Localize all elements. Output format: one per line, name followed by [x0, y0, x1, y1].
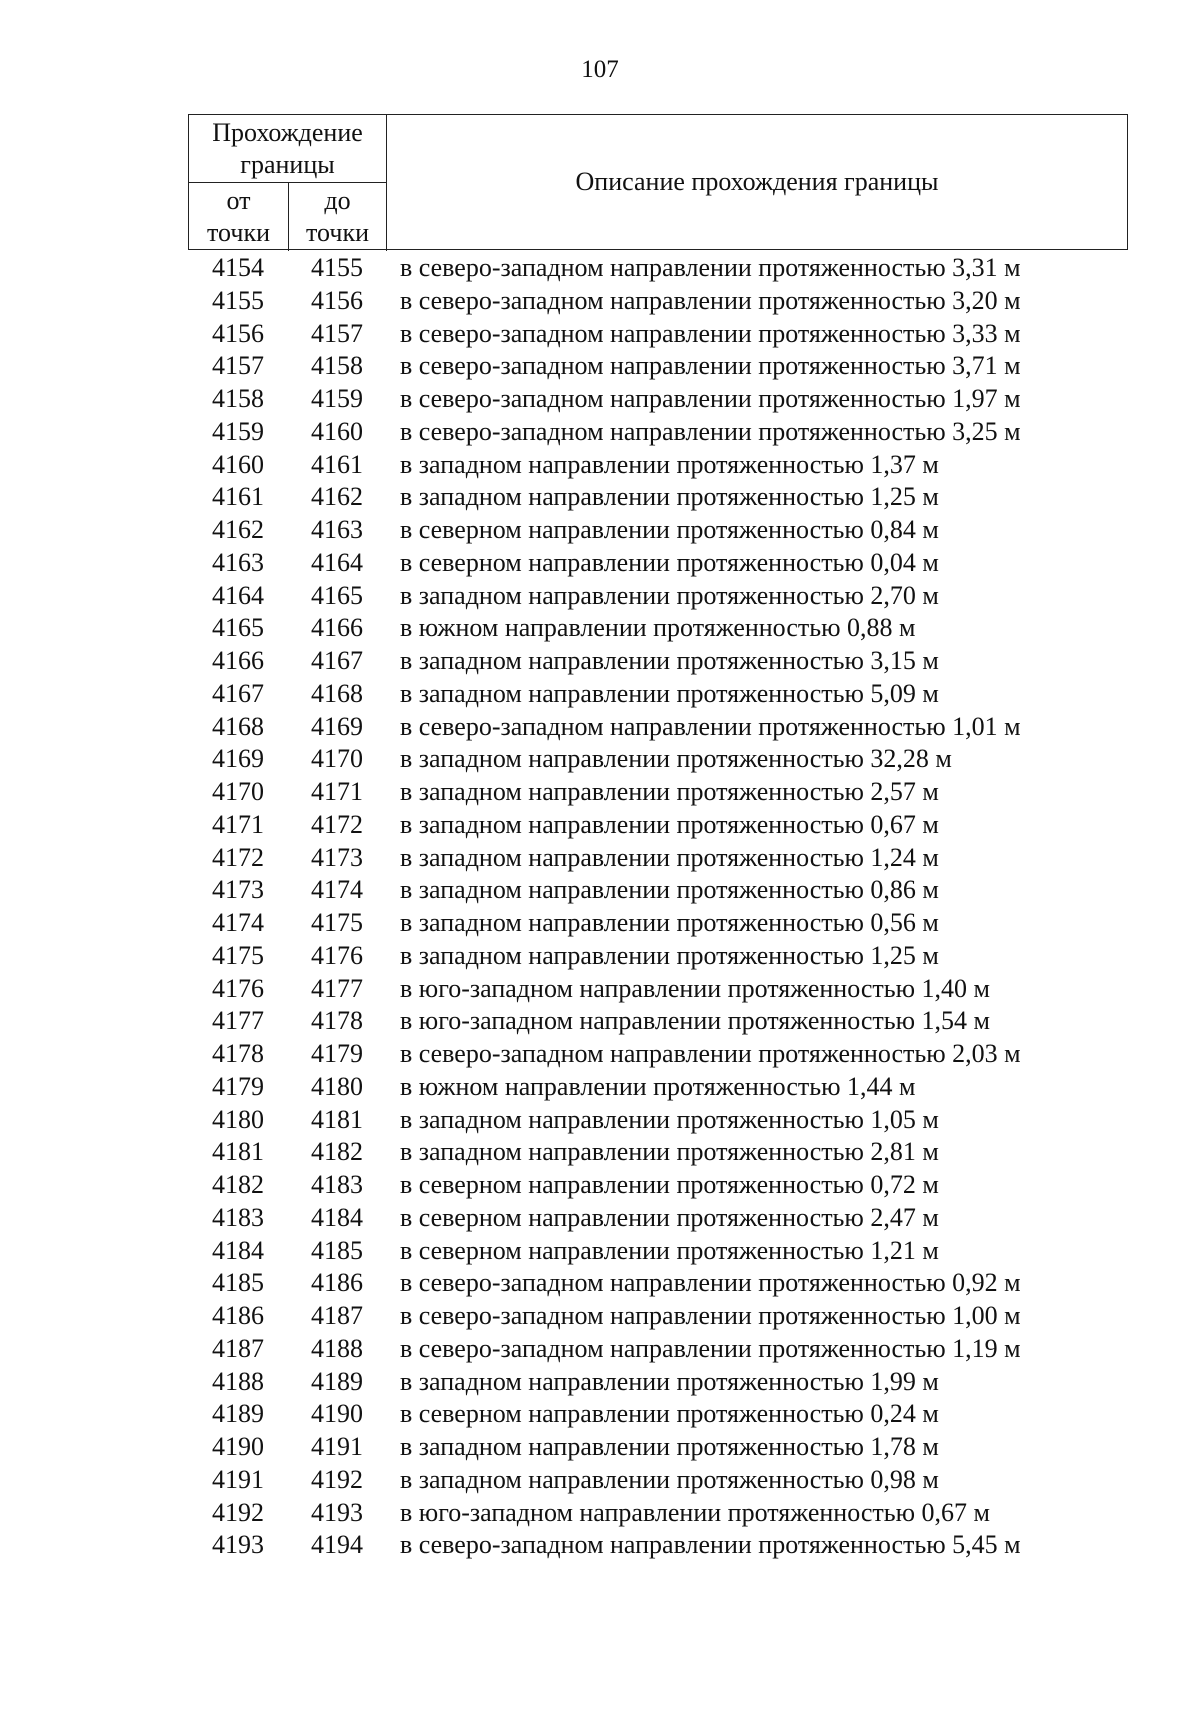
from-point-cell: 4182: [212, 1170, 264, 1199]
from-point-cell: 4176: [212, 973, 264, 1003]
table-row: [188, 743, 1128, 776]
to-point-cell: 4157: [311, 318, 363, 348]
description-cell: в северо-западном направлении протяженностью 3,71 м: [400, 351, 1021, 381]
to-point-cell: 4155: [311, 253, 363, 282]
from-point-cell: 4175: [212, 940, 264, 970]
to-point-cell: 4174: [311, 875, 363, 905]
description-cell: в западном направлении протяженностью 2,81 м: [400, 1137, 939, 1167]
description-cell: в западном направлении протяженностью 0,67 м: [400, 809, 939, 839]
from-point-cell: 4192: [212, 1497, 264, 1527]
to-point-cell: 4164: [311, 547, 363, 577]
description-cell: в южном направлении протяженностью 1,44 м: [400, 1071, 916, 1101]
table-row: [188, 481, 1128, 514]
to-point-cell: 4189: [311, 1366, 363, 1396]
table-row: [188, 874, 1128, 907]
to-point-cell: 4191: [311, 1432, 363, 1461]
from-point-cell: 4172: [212, 842, 264, 872]
boundary-passage-header-line1: Прохождение: [212, 118, 363, 147]
to-point-cell: 4176: [311, 940, 363, 970]
description-cell: в юго-западном направлении протяженностью 1,40 м: [400, 973, 990, 1003]
from-point-cell: 4162: [212, 515, 264, 544]
table-row: [188, 907, 1128, 940]
to-point-cell: 4177: [311, 973, 363, 1003]
boundary-table-header: [188, 114, 1128, 250]
from-point-header-line1: от: [226, 186, 251, 215]
to-point-cell: 4165: [311, 580, 363, 610]
description-cell: в северном направлении протяженностью 1,21 м: [400, 1235, 939, 1265]
description-cell: в северо-западном направлении протяженностью 1,19 м: [400, 1333, 1021, 1363]
from-point-cell: 4186: [212, 1301, 264, 1330]
to-point-header-line1: до: [324, 186, 351, 215]
to-point-cell: 4184: [311, 1202, 363, 1232]
to-point-cell: 4166: [311, 613, 363, 643]
from-point-cell: 4161: [212, 482, 264, 512]
description-cell: в северо-западном направлении протяженностью 5,45 м: [400, 1530, 1021, 1560]
description-cell: в западном направлении протяженностью 32,28 м: [400, 744, 952, 774]
to-point-cell: 4190: [311, 1399, 363, 1429]
from-point-cell: 4170: [212, 777, 264, 806]
boundary-passage-header-line2: границы: [240, 150, 335, 179]
table-row: [188, 842, 1128, 875]
table-row: [188, 711, 1128, 744]
to-point-cell: 4185: [311, 1235, 363, 1265]
table-row: [188, 1005, 1128, 1038]
from-point-cell: 4184: [212, 1235, 264, 1265]
table-row: [188, 383, 1128, 416]
description-cell: в юго-западном направлении протяженностью 1,54 м: [400, 1006, 990, 1036]
description-cell: в западном направлении протяженностью 3,15 м: [400, 646, 939, 675]
from-point-cell: 4193: [212, 1530, 264, 1560]
from-point-cell: 4156: [212, 318, 264, 348]
from-point-cell: 4169: [212, 744, 264, 774]
boundary-table-body: [188, 252, 1128, 1562]
table-row: [188, 1431, 1128, 1464]
from-point-cell: 4183: [212, 1202, 264, 1232]
from-point-cell: 4167: [212, 678, 264, 708]
from-point-cell: 4160: [212, 449, 264, 479]
from-point-cell: 4173: [212, 875, 264, 905]
table-row: [188, 1398, 1128, 1431]
from-point-cell: 4174: [212, 908, 264, 937]
to-point-cell: 4162: [311, 482, 363, 512]
to-point-cell: 4160: [311, 416, 363, 446]
from-point-header-line2: точки: [207, 218, 270, 247]
table-row: [188, 580, 1128, 613]
from-point-cell: 4159: [212, 416, 264, 446]
from-point-cell: 4181: [212, 1137, 264, 1167]
from-point-cell: 4188: [212, 1366, 264, 1396]
to-point-header: [289, 183, 387, 251]
from-point-cell: 4165: [212, 613, 264, 643]
to-point-cell: 4167: [311, 646, 363, 675]
from-point-cell: 4163: [212, 547, 264, 577]
description-cell: в северо-западном направлении протяженностью 3,33 м: [400, 318, 1021, 348]
description-cell: в южном направлении протяженностью 0,88 м: [400, 613, 916, 643]
table-row: [188, 1038, 1128, 1071]
table-row: [188, 1300, 1128, 1333]
table-row: [188, 809, 1128, 842]
table-row: [188, 776, 1128, 809]
to-point-cell: 4172: [311, 809, 363, 839]
to-point-cell: 4163: [311, 515, 363, 544]
from-point-cell: 4155: [212, 285, 264, 315]
description-cell: в северо-западном направлении протяженностью 0,92 м: [400, 1268, 1021, 1298]
description-cell: в западном направлении протяженностью 0,56 м: [400, 908, 939, 937]
from-point-header: [189, 183, 289, 251]
table-row: [188, 252, 1128, 285]
table-row: [188, 973, 1128, 1006]
table-row: [188, 1136, 1128, 1169]
to-point-cell: 4183: [311, 1170, 363, 1199]
description-cell: в северо-западном направлении протяженностью 1,01 м: [400, 711, 1021, 741]
description-cell: в северо-западном направлении протяженностью 3,20 м: [400, 285, 1021, 315]
description-cell: в северном направлении протяженностью 0,04 м: [400, 547, 939, 577]
from-point-cell: 4185: [212, 1268, 264, 1298]
boundary-passage-header: [189, 115, 387, 183]
table-row: [188, 678, 1128, 711]
from-point-cell: 4179: [212, 1071, 264, 1101]
page-number: 107: [581, 56, 619, 83]
from-point-cell: 4191: [212, 1464, 264, 1494]
to-point-cell: 4168: [311, 678, 363, 708]
from-point-cell: 4189: [212, 1399, 264, 1429]
description-cell: в западном направлении протяженностью 1,25 м: [400, 940, 939, 970]
description-header: Описание прохождения границы: [575, 167, 939, 196]
table-row: [188, 350, 1128, 383]
description-cell: в западном направлении протяженностью 2,70 м: [400, 580, 939, 610]
to-point-cell: 4159: [311, 384, 363, 413]
description-cell: в западном направлении протяженностью 1,78 м: [400, 1432, 939, 1461]
description-cell: в северном направлении протяженностью 0,84 м: [400, 515, 939, 544]
to-point-cell: 4188: [311, 1333, 363, 1363]
description-cell: в западном направлении протяженностью 1,99 м: [400, 1366, 939, 1396]
table-row: [188, 1071, 1128, 1104]
to-point-cell: 4161: [311, 449, 363, 479]
table-row: [188, 1333, 1128, 1366]
from-point-cell: 4177: [212, 1006, 264, 1036]
description-cell: в западном направлении протяженностью 0,86 м: [400, 875, 939, 905]
to-point-cell: 4187: [311, 1301, 363, 1330]
table-row: [188, 1366, 1128, 1399]
table-row: [188, 1497, 1128, 1530]
from-point-cell: 4166: [212, 646, 264, 675]
to-point-cell: 4169: [311, 711, 363, 741]
description-cell: в западном направлении протяженностью 2,57 м: [400, 777, 939, 806]
description-cell: в юго-западном направлении протяженностью 0,67 м: [400, 1497, 990, 1527]
description-cell: в западном направлении протяженностью 1,24 м: [400, 842, 939, 872]
table-row: [188, 416, 1128, 449]
to-point-header-line2: точки: [306, 218, 369, 247]
description-cell: в северном направлении протяженностью 2,47 м: [400, 1202, 939, 1232]
table-row: [188, 547, 1128, 580]
table-row: [188, 1202, 1128, 1235]
from-point-cell: 4168: [212, 711, 264, 741]
from-point-cell: 4158: [212, 384, 264, 413]
description-cell: в северо-западном направлении протяженностью 3,31 м: [400, 253, 1021, 282]
table-row: [188, 940, 1128, 973]
to-point-cell: 4186: [311, 1268, 363, 1298]
description-cell: в западном направлении протяженностью 1,05 м: [400, 1104, 939, 1134]
to-point-cell: 4171: [311, 777, 363, 806]
to-point-cell: 4156: [311, 285, 363, 315]
table-row: [188, 449, 1128, 482]
from-point-cell: 4187: [212, 1333, 264, 1363]
to-point-cell: 4175: [311, 908, 363, 937]
to-point-cell: 4182: [311, 1137, 363, 1167]
table-row: [188, 318, 1128, 351]
table-row: [188, 1169, 1128, 1202]
from-point-cell: 4164: [212, 580, 264, 610]
table-row: [188, 612, 1128, 645]
table-row: [188, 1235, 1128, 1268]
table-row: [188, 1267, 1128, 1300]
to-point-cell: 4173: [311, 842, 363, 872]
from-point-cell: 4154: [212, 253, 264, 282]
to-point-cell: 4193: [311, 1497, 363, 1527]
from-point-cell: 4190: [212, 1432, 264, 1461]
table-row: [188, 1529, 1128, 1562]
description-cell: в западном направлении протяженностью 5,09 м: [400, 678, 939, 708]
to-point-cell: 4192: [311, 1464, 363, 1494]
table-row: [188, 1464, 1128, 1497]
from-point-cell: 4178: [212, 1039, 264, 1068]
from-point-cell: 4180: [212, 1104, 264, 1134]
to-point-cell: 4170: [311, 744, 363, 774]
to-point-cell: 4194: [311, 1530, 363, 1560]
description-cell: в северном направлении протяженностью 0,24 м: [400, 1399, 939, 1429]
from-point-cell: 4171: [212, 809, 264, 839]
table-row: [188, 1104, 1128, 1137]
description-cell: в северо-западном направлении протяженностью 2,03 м: [400, 1039, 1021, 1068]
description-cell: в западном направлении протяженностью 1,37 м: [400, 449, 939, 479]
to-point-cell: 4179: [311, 1039, 363, 1068]
to-point-cell: 4158: [311, 351, 363, 381]
table-row: [188, 645, 1128, 678]
description-cell: в северном направлении протяженностью 0,72 м: [400, 1170, 939, 1199]
description-cell: в западном направлении протяженностью 1,25 м: [400, 482, 939, 512]
to-point-cell: 4178: [311, 1006, 363, 1036]
table-row: [188, 514, 1128, 547]
table-row: [188, 285, 1128, 318]
from-point-cell: 4157: [212, 351, 264, 381]
description-cell: в северо-западном направлении протяженностью 1,00 м: [400, 1301, 1021, 1330]
to-point-cell: 4180: [311, 1071, 363, 1101]
description-cell: в западном направлении протяженностью 0,98 м: [400, 1464, 939, 1494]
to-point-cell: 4181: [311, 1104, 363, 1134]
description-cell: в северо-западном направлении протяженностью 1,97 м: [400, 384, 1021, 413]
description-cell: в северо-западном направлении протяженностью 3,25 м: [400, 416, 1021, 446]
